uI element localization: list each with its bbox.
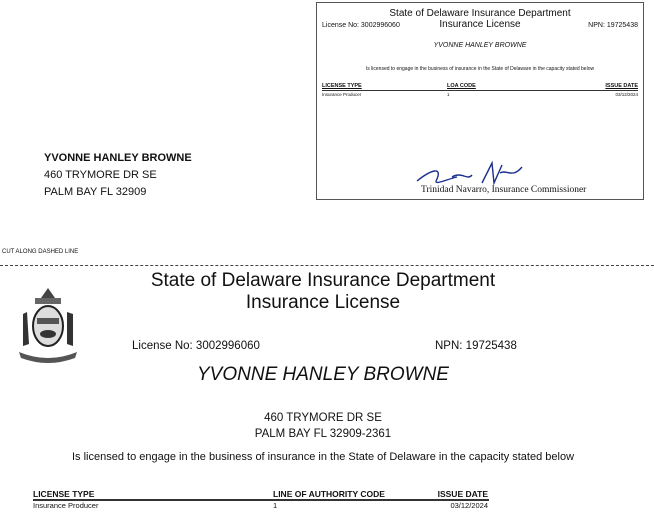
mailing-address (44, 150, 192, 201)
card-row-code: 1 (447, 92, 450, 97)
card-header-date: ISSUE DATE (605, 83, 638, 89)
header-issue-date: ISSUE DATE (437, 489, 488, 499)
commissioner-caption: Trinidad Navarro, Insurance Commissioner (421, 185, 587, 195)
card-header-rule (322, 90, 638, 91)
card-licensee-name: YVONNE HANLEY BROWNE (433, 42, 527, 49)
cut-line (0, 265, 654, 266)
npn: NPN: 19725438 (435, 340, 517, 352)
card-title: State of Delaware Insurance Department (389, 8, 571, 19)
license-no: License No: 3002996060 (132, 340, 260, 352)
licensee-address (0, 410, 646, 442)
header-loa-code: LINE OF AUTHORITY CODE (273, 489, 385, 499)
address-line1: 460 TRYMORE DR SE (264, 412, 382, 424)
title-line: State of Delaware Insurance Department (150, 270, 496, 291)
header-license-type: LICENSE TYPE (33, 489, 95, 499)
card-npn: NPN: 19725438 (588, 22, 638, 29)
card-license-no: License No: 3002996060 (322, 22, 400, 29)
address-line2: PALM BAY FL 32909-2361 (254, 428, 392, 440)
card-row-type: Insurance Producer (322, 92, 362, 97)
wallet-license-card (316, 2, 644, 200)
cut-label: CUT ALONG DASHED LINE (2, 249, 79, 255)
subtitle-line: Insurance License (245, 292, 401, 313)
card-header-loa: LOA CODE (447, 83, 476, 89)
card-row-date: 03/12/2024 (615, 92, 638, 97)
row-license-type: Insurance Producer (33, 501, 99, 510)
license-title (0, 270, 646, 314)
mailing-name: YVONNE HANLEY BROWNE (44, 152, 192, 164)
license-statement: Is licensed to engage in the business of insurance in the State of Delaware in the capacity stated below (71, 451, 575, 463)
row-loa-code: 1 (273, 501, 278, 510)
row-issue-date: 03/12/2024 (450, 501, 488, 510)
card-header-type: LICENSE TYPE (322, 83, 362, 89)
mailing-line2: PALM BAY FL 32909 (44, 186, 147, 198)
card-statement: Is licensed to engage in the business of insurance in the State of Delaware in the capacity stated below (365, 66, 595, 72)
mailing-line1: 460 TRYMORE DR SE (44, 169, 157, 181)
licensee-name: YVONNE HANLEY BROWNE (197, 364, 449, 385)
card-subtitle: Insurance License (439, 19, 521, 30)
header-rule (33, 499, 489, 501)
